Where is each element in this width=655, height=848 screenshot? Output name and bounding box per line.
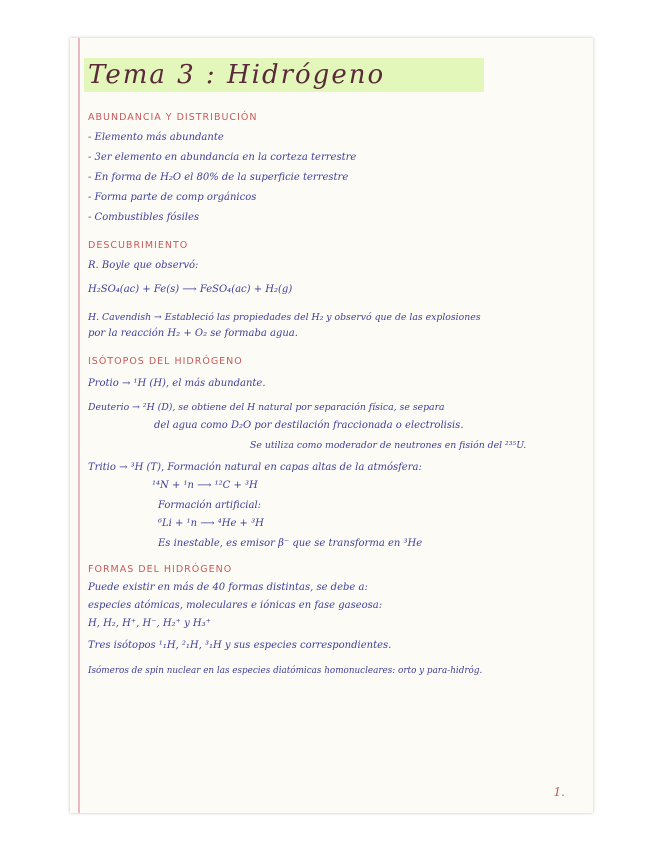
equation-line: ⁶Li + ¹n ⟶ ⁴He + ³H <box>158 518 264 529</box>
note-line: del agua como D₂O por destilación fraccionada o electrolisis. <box>154 420 464 431</box>
note-line: - Combustibles fósiles <box>88 212 200 223</box>
note-line: - En forma de H₂O el 80% de la superficie terrestre <box>88 172 349 183</box>
note-line: Isómeros de spin nuclear en las especies diatómicas homonucleares: orto y para-hidróg. <box>88 666 483 676</box>
section-heading-formas: FORMAS DEL HIDRÓGENO <box>88 564 233 575</box>
note-line: H, H₂, H⁺, H⁻, H₂⁺ y H₃⁺ <box>88 618 211 629</box>
note-line: Tres isótopos ¹₁H, ²₁H, ³₁H y sus especies correspondientes. <box>88 640 392 651</box>
note-line: - 3er elemento en abundancia en la corteza terrestre <box>88 152 357 163</box>
note-line: - Forma parte de comp orgánicos <box>88 192 257 203</box>
note-line: Se utiliza como moderador de neutrones en fisión del ²³⁵U. <box>250 440 527 451</box>
note-line: Tritio → ³H (T), Formación natural en capas altas de la atmósfera: <box>88 462 422 473</box>
note-line: Formación artificial: <box>158 500 262 511</box>
section-heading-isotopos: ISÓTOPOS DEL HIDRÓGENO <box>88 356 243 367</box>
note-line: - Elemento más abundante <box>88 132 224 143</box>
note-line: R. Boyle que observó: <box>88 260 199 271</box>
section-heading-abundancia: ABUNDANCIA Y DISTRIBUCIÓN <box>88 112 258 123</box>
note-line: especies atómicas, moleculares e iónicas en fase gaseosa: <box>88 600 383 611</box>
note-line: H. Cavendish → Estableció las propiedades del H₂ y observó que de las explosiones <box>88 312 481 323</box>
page-title: Tema 3 : Hidrógeno <box>88 60 386 90</box>
note-line: Es inestable, es emisor β⁻ que se transforma en ³He <box>158 538 423 549</box>
note-line: Puede existir en más de 40 formas distintas, se debe a: <box>88 582 368 593</box>
note-line: Deuterio → ²H (D), se obtiene del H natural por separación física, se separa <box>88 402 445 413</box>
section-heading-descubrimiento: DESCUBRIMIENTO <box>88 240 189 251</box>
page-number: 1. <box>553 785 565 799</box>
margin-line <box>78 38 80 813</box>
note-line: Protio → ¹H (H), el más abundante. <box>88 378 266 389</box>
notebook-page <box>70 38 593 813</box>
equation-line: H₂SO₄(ac) + Fe(s) ⟶ FeSO₄(ac) + H₂(g) <box>88 284 293 295</box>
note-line: por la reacción H₂ + O₂ se formaba agua. <box>88 328 298 339</box>
equation-line: ¹⁴N + ¹n ⟶ ¹²C + ³H <box>152 480 258 491</box>
